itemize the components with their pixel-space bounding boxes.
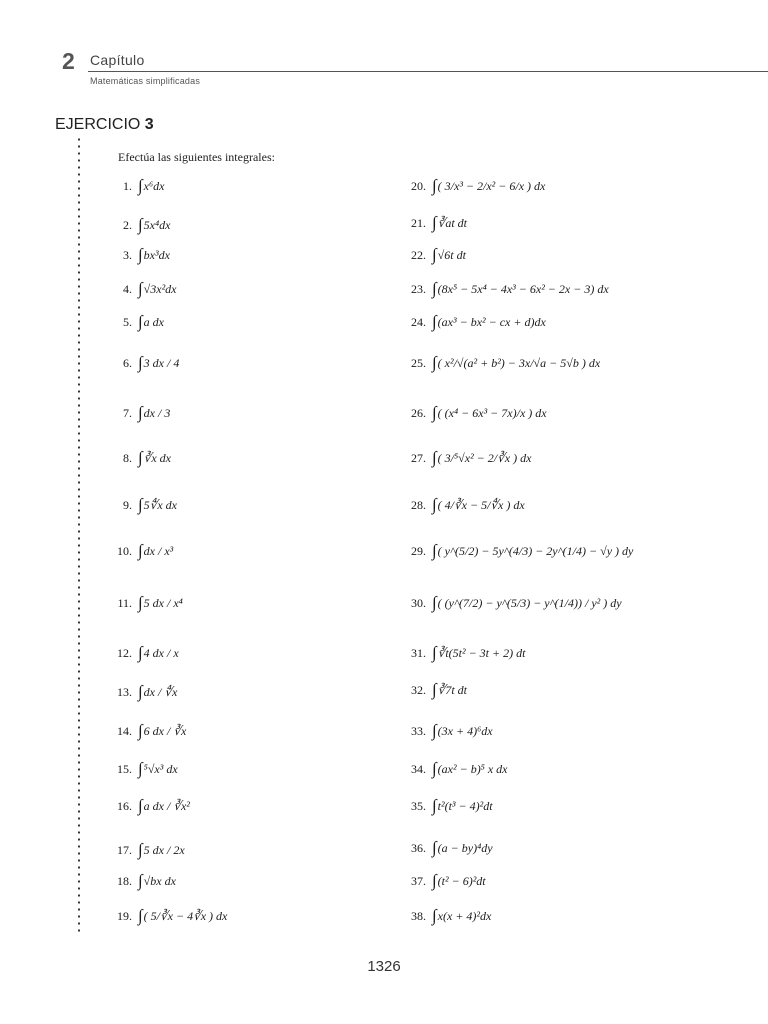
integral-sign: ∫ xyxy=(138,643,143,662)
integral-sign: ∫ xyxy=(138,403,143,422)
integral-sign: ∫ xyxy=(432,245,437,264)
exercise-instruction: Efectúa las siguientes integrales: xyxy=(118,150,275,164)
dotted-margin-line xyxy=(78,136,80,936)
integral-sign: ∫ xyxy=(432,541,437,560)
item-number: 5. xyxy=(123,314,132,329)
exercise-item xyxy=(114,536,173,566)
item-number: 28. xyxy=(411,497,426,512)
item-number: 29. xyxy=(411,543,426,558)
header-rule xyxy=(88,71,768,72)
exercise-item xyxy=(114,348,179,378)
integral-sign: ∫ xyxy=(432,353,437,372)
integral-sign: ∫ xyxy=(432,721,437,740)
exercise-item xyxy=(114,866,176,896)
exercise-item xyxy=(114,171,165,201)
exercise-item xyxy=(404,901,491,931)
item-number: 10. xyxy=(117,543,132,558)
exercise-item xyxy=(404,791,493,821)
integrand-expression: ( 3/⁵√x² − 2/∛x ) dx xyxy=(437,450,532,465)
exercise-item xyxy=(114,677,177,707)
exercise-label: EJERCICIO xyxy=(55,116,141,133)
integrand-expression: ( 5/∛x − 4∛x ) dx xyxy=(143,908,228,923)
integrand-expression: ( 4/∛x − 5/∜x ) dx xyxy=(437,497,525,512)
integral-sign: ∫ xyxy=(138,245,143,264)
exercise-item xyxy=(114,754,178,784)
item-number: 19. xyxy=(117,908,132,923)
exercise-item xyxy=(404,638,525,668)
integrand-expression: ∛7t dt xyxy=(437,682,467,697)
integrand-expression: ( (x⁴ − 6x³ − 7x)/x ) dx xyxy=(437,405,547,420)
integral-sign: ∫ xyxy=(138,871,143,890)
integrand-expression: ( x²/√(a² + b²) − 3x/√a − 5√b ) dx xyxy=(437,355,601,370)
integrand-expression: √3x²dx xyxy=(143,281,177,296)
item-number: 9. xyxy=(123,497,132,512)
integral-sign: ∫ xyxy=(432,495,437,514)
exercise-item xyxy=(114,716,186,746)
integrand-expression: (t² − 6)²dt xyxy=(437,873,486,888)
item-number: 13. xyxy=(117,684,132,699)
exercise-item xyxy=(404,588,622,618)
integrand-expression: 4 dx / x xyxy=(143,645,179,660)
item-number: 26. xyxy=(411,405,426,420)
integral-sign: ∫ xyxy=(432,643,437,662)
item-number: 17. xyxy=(117,842,132,857)
integrand-expression: 5 dx / 2x xyxy=(143,842,185,857)
exercise-item xyxy=(114,274,177,304)
exercise-title xyxy=(55,116,154,134)
item-number: 11. xyxy=(117,595,132,610)
exercise-item xyxy=(114,791,190,821)
integral-sign: ∫ xyxy=(138,840,143,859)
integrand-expression: a dx xyxy=(143,314,164,329)
exercise-item xyxy=(404,675,467,705)
integrand-expression: ⁵√x³ dx xyxy=(143,761,178,776)
item-number: 2. xyxy=(123,217,132,232)
integral-sign: ∫ xyxy=(138,593,143,612)
integrand-expression: (ax³ − bx² − cx + d)dx xyxy=(437,314,546,329)
integral-sign: ∫ xyxy=(138,759,143,778)
integral-sign: ∫ xyxy=(138,215,143,234)
item-number: 23. xyxy=(411,281,426,296)
exercise-item xyxy=(114,443,171,473)
chapter-subtitle: Matemáticas simplificadas xyxy=(90,76,201,86)
integral-sign: ∫ xyxy=(432,759,437,778)
exercise-item xyxy=(114,835,185,865)
integral-sign: ∫ xyxy=(138,721,143,740)
exercise-item xyxy=(404,348,600,378)
exercise-item xyxy=(404,754,508,784)
item-number: 25. xyxy=(411,355,426,370)
item-number: 27. xyxy=(411,450,426,465)
integrand-expression: 5∜x dx xyxy=(143,497,177,512)
integrand-expression: ( y^(5/2) − 5y^(4/3) − 2y^(1/4) − √y ) dy xyxy=(437,543,634,558)
integral-sign: ∫ xyxy=(138,495,143,514)
item-number: 20. xyxy=(411,178,426,193)
integrand-expression: x⁶dx xyxy=(143,178,165,193)
chapter-title: Capítulo xyxy=(90,52,145,68)
item-number: 18. xyxy=(117,873,132,888)
exercise-item xyxy=(404,398,547,428)
integral-sign: ∫ xyxy=(432,796,437,815)
exercise-item xyxy=(404,307,546,337)
exercise-item xyxy=(404,716,493,746)
integrand-expression: 5x⁴dx xyxy=(143,217,171,232)
exercise-item xyxy=(114,901,227,931)
integral-sign: ∫ xyxy=(432,279,437,298)
exercise-item xyxy=(404,274,609,304)
item-number: 35. xyxy=(411,798,426,813)
integrand-expression: √bx dx xyxy=(143,873,176,888)
integral-sign: ∫ xyxy=(432,213,437,232)
integral-sign: ∫ xyxy=(138,682,143,701)
exercise-item xyxy=(404,208,467,238)
exercise-item xyxy=(114,638,179,668)
integrand-expression: √6t dt xyxy=(437,247,466,262)
item-number: 4. xyxy=(123,281,132,296)
page-number: 1326 xyxy=(367,958,401,975)
integral-sign: ∫ xyxy=(432,906,437,925)
item-number: 38. xyxy=(411,908,426,923)
exercise-item xyxy=(404,833,493,863)
integral-sign: ∫ xyxy=(138,541,143,560)
item-number: 34. xyxy=(411,761,426,776)
exercise-number: 3 xyxy=(144,116,154,133)
integrand-expression: ∛x dx xyxy=(143,450,171,465)
integrand-expression: bx³dx xyxy=(143,247,170,262)
integrand-expression: 6 dx / ∛x xyxy=(143,723,187,738)
item-number: 3. xyxy=(123,247,132,262)
item-number: 31. xyxy=(411,645,426,660)
integral-sign: ∫ xyxy=(138,176,143,195)
integral-sign: ∫ xyxy=(432,403,437,422)
integral-sign: ∫ xyxy=(138,448,143,467)
integrand-expression: ( (y^(7/2) − y^(5/3) − y^(1/4)) / y² ) dy xyxy=(437,595,622,610)
item-number: 24. xyxy=(411,314,426,329)
item-number: 30. xyxy=(411,595,426,610)
item-number: 1. xyxy=(123,178,132,193)
integral-sign: ∫ xyxy=(138,796,143,815)
item-number: 33. xyxy=(411,723,426,738)
integrand-expression: ∛t(5t² − 3t + 2) dt xyxy=(437,645,526,660)
item-number: 7. xyxy=(123,405,132,420)
exercise-item xyxy=(114,240,170,270)
item-number: 12. xyxy=(117,645,132,660)
integrand-expression: 5 dx / x⁴ xyxy=(143,595,183,610)
exercise-item xyxy=(404,443,531,473)
chapter-header xyxy=(0,0,768,110)
integrand-expression: (8x⁵ − 5x⁴ − 4x³ − 6x² − 2x − 3) dx xyxy=(437,281,609,296)
integrand-expression: ( 3/x³ − 2/x² − 6/x ) dx xyxy=(437,178,546,193)
integral-sign: ∫ xyxy=(432,871,437,890)
item-number: 8. xyxy=(123,450,132,465)
exercise-item xyxy=(114,398,170,428)
integral-sign: ∫ xyxy=(138,279,143,298)
item-number: 14. xyxy=(117,723,132,738)
integrand-expression: 3 dx / 4 xyxy=(143,355,180,370)
exercise-item xyxy=(114,210,171,240)
item-number: 36. xyxy=(411,840,426,855)
integral-sign: ∫ xyxy=(138,353,143,372)
exercise-item xyxy=(404,536,633,566)
exercise-item xyxy=(404,866,486,896)
exercise-item xyxy=(114,307,164,337)
integral-sign: ∫ xyxy=(138,312,143,331)
integral-sign: ∫ xyxy=(138,906,143,925)
integrand-expression: ∛at dt xyxy=(437,215,467,230)
item-number: 21. xyxy=(411,215,426,230)
integral-sign: ∫ xyxy=(432,593,437,612)
integrand-expression: a dx / ∛x² xyxy=(143,798,190,813)
integral-sign: ∫ xyxy=(432,838,437,857)
integrand-expression: t²(t³ − 4)²dt xyxy=(437,798,493,813)
exercise-item xyxy=(404,240,466,270)
item-number: 16. xyxy=(117,798,132,813)
integrand-expression: (ax² − b)⁵ x dx xyxy=(437,761,508,776)
exercise-item xyxy=(114,588,183,618)
integral-sign: ∫ xyxy=(432,176,437,195)
integrand-expression: dx / ∜x xyxy=(143,684,178,699)
exercise-item xyxy=(404,490,525,520)
integrand-expression: x(x + 4)²dx xyxy=(437,908,492,923)
item-number: 22. xyxy=(411,247,426,262)
integrand-expression: dx / 3 xyxy=(143,405,171,420)
integral-sign: ∫ xyxy=(432,680,437,699)
integral-sign: ∫ xyxy=(432,448,437,467)
item-number: 6. xyxy=(123,355,132,370)
item-number: 15. xyxy=(117,761,132,776)
chapter-number: 2 xyxy=(62,48,75,74)
integral-sign: ∫ xyxy=(432,312,437,331)
integrand-expression: dx / x³ xyxy=(143,543,174,558)
item-number: 37. xyxy=(411,873,426,888)
integrand-expression: (3x + 4)⁶dx xyxy=(437,723,493,738)
exercise-item xyxy=(404,171,545,201)
item-number: 32. xyxy=(411,682,426,697)
exercise-item xyxy=(114,490,177,520)
integrand-expression: (a − by)⁴dy xyxy=(437,840,493,855)
